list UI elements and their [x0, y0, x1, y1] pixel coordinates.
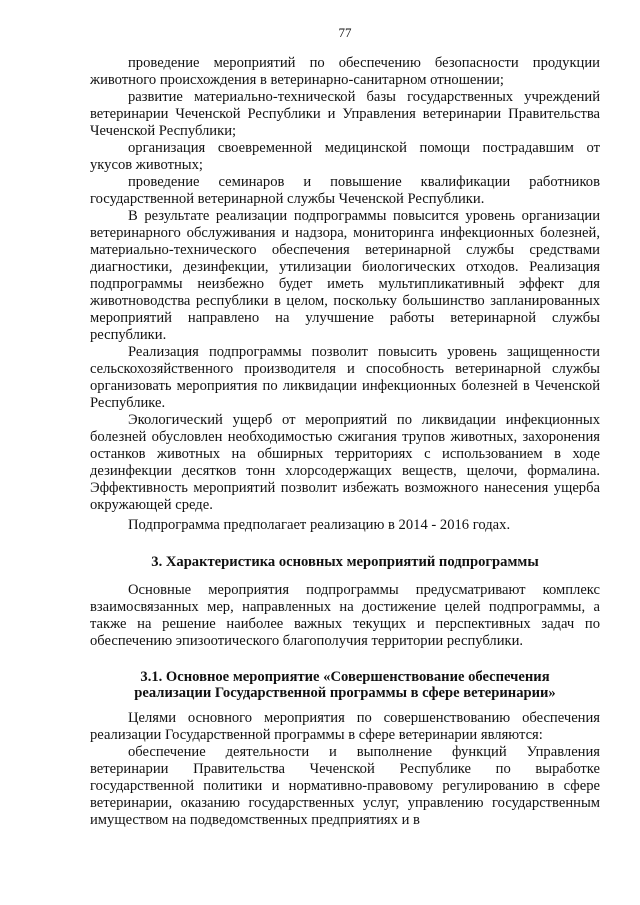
- paragraph: Подпрограмма предполагает реализацию в 2014 - 2016 годах.: [128, 517, 511, 533]
- section-3-paragraph: Основные мероприятия подпрограммы предусматривают комплекс взаимосвязанных мер, направленных на достижение целей подпрограммы, а также на решение наиболее важных текущих и перспективных задач по обеспечению эпизоотического благополучия территории республики.: [90, 582, 600, 649]
- section-3-1-heading-line1: 3.1. Основное мероприятие «Совершенствование обеспечения: [140, 669, 550, 685]
- paragraph: развитие материально-технической базы государственных учреждений ветеринарии Чеченской Республики и Управления ветеринарии Правительства Чеченской Республики;: [90, 89, 600, 139]
- section-3-1-paragraph: Целями основного мероприятия по совершенствованию обеспечения реализации Государственной программы в сфере ветеринарии являются:: [90, 710, 600, 743]
- paragraph: проведение мероприятий по обеспечению безопасности продукции животного происхождения в ветеринарно-санитарном отношении;: [90, 55, 600, 88]
- paragraph: Реализация подпрограммы позволит повысить уровень защищенности сельскохозяйственного производителя и способность ветеринарной службы организовать мероприятия по ликвидации инфекционных болезней в Чеченской Республике.: [90, 344, 600, 411]
- paragraph: В результате реализации подпрограммы повысится уровень организации ветеринарного обслуживания и надзора, мониторинга инфекционных болезней, материально-технического обеспечения ветеринарной службы средствами диагностики, дезинфекции, утилизации биологических отходов. Реализация подпрограммы неизбежно будет иметь мультипликативный эффект для животноводства республики в целом, поскольку большинство запланированных мероприятий направлено на улучшение работы ветеринарной службы республики.: [90, 208, 600, 343]
- paragraph: организация своевременной медицинской помощи пострадавшим от укусов животных;: [90, 140, 600, 173]
- paragraph: Экологический ущерб от мероприятий по ликвидации инфекционных болезней обусловлен необходимостью сжигания трупов животных, захоронения останков животных на обширных территориях с использованием в ходе дезинфекции десятков тонн хлорсодержащих веществ, щелочи, формалина. Эффективность мероприятий позволит избежать возможного нанесения ущерба окружающей среде.: [90, 412, 600, 513]
- section-3-1-heading: [90, 669, 600, 701]
- section-3-heading: 3. Характеристика основных мероприятий подпрограммы: [151, 554, 539, 570]
- paragraph: проведение семинаров и повышение квалификации работников государственной ветеринарной службы Чеченской Республики.: [90, 174, 600, 207]
- section-3-1-heading-line2: реализации Государственной программы в сфере ветеринарии»: [134, 685, 556, 701]
- page-number: 77: [338, 25, 352, 40]
- section-3-1-paragraph: обеспечение деятельности и выполнение функций Управления ветеринарии Правительства Чеченской Республике по выработке государственной политики и нормативно-правовому регулированию в сфере ветеринарии, оказанию государственных услуг, управлению государственным имуществом на подведомственных предприятиях и в: [90, 744, 600, 828]
